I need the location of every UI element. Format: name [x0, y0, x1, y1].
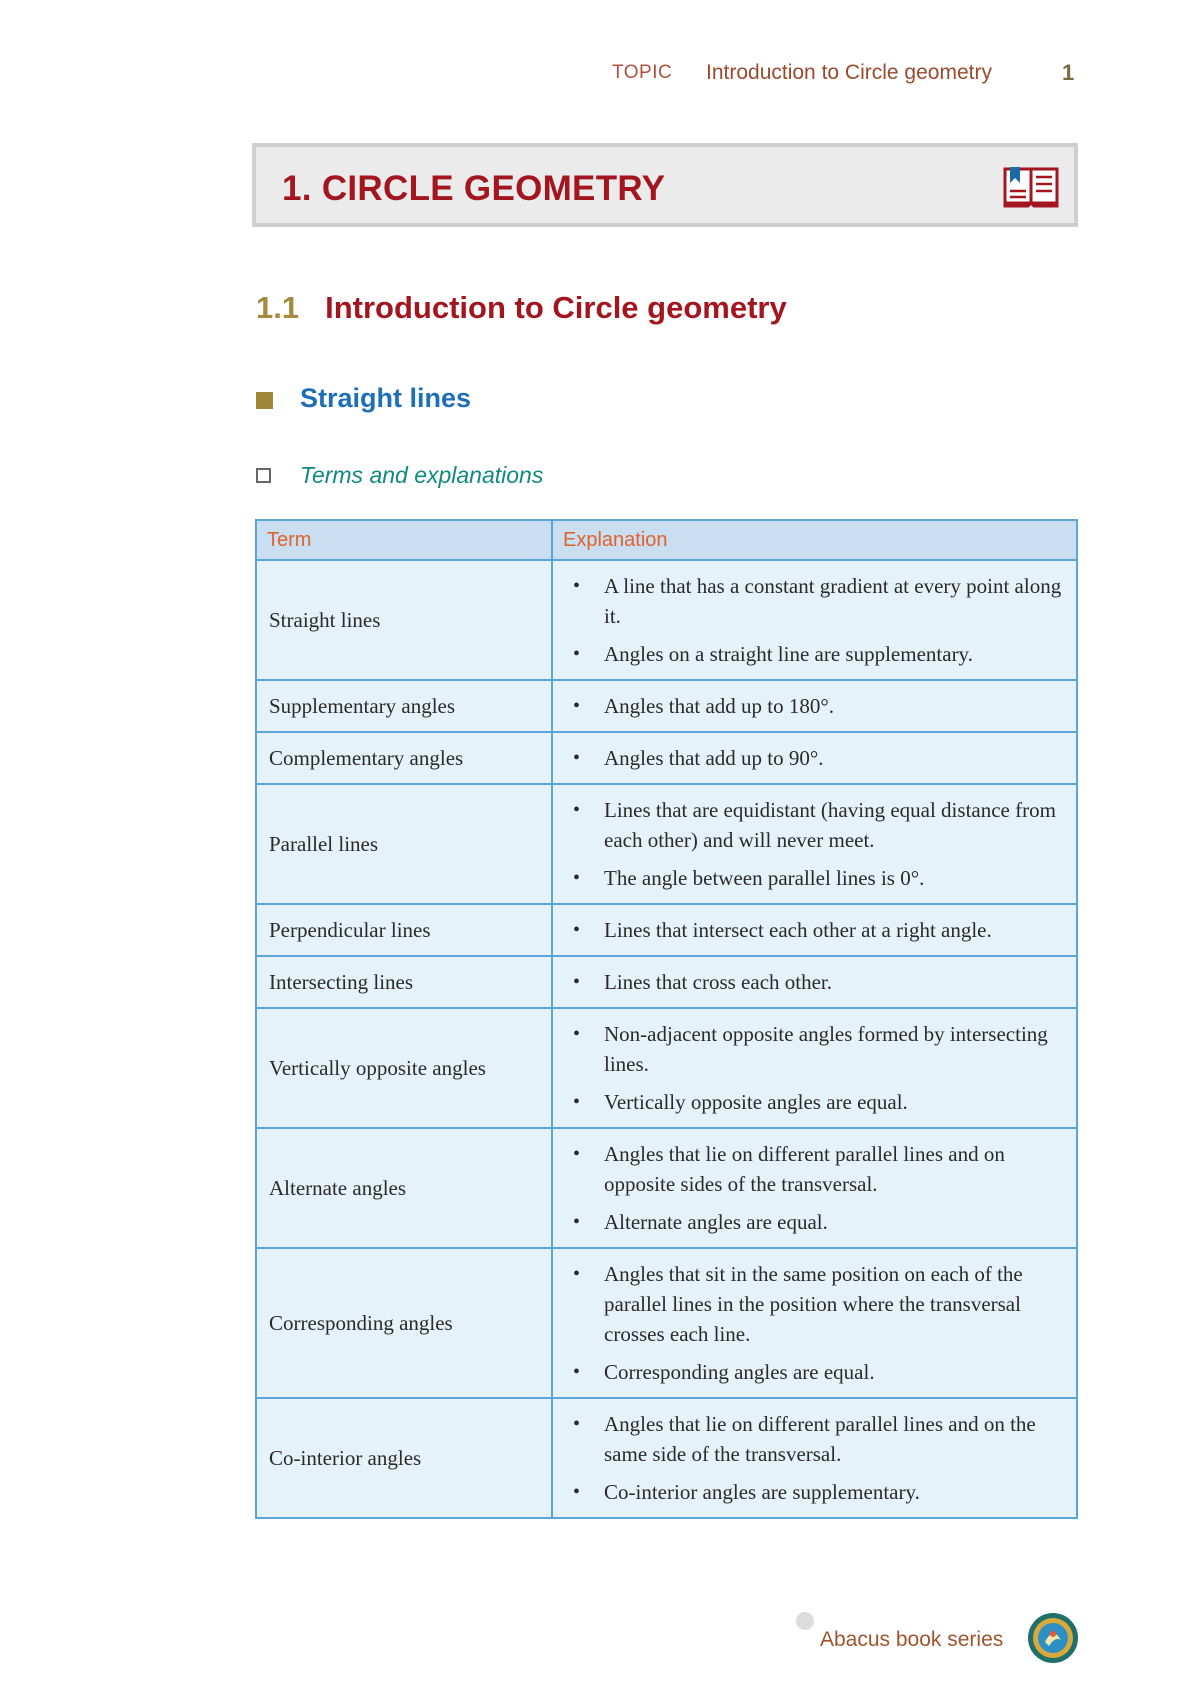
- page-number: 1: [1062, 60, 1075, 85]
- explanation-point: • A line that has a constant gradient at every point along it.: [563, 571, 1066, 631]
- explanation-point: • Lines that intersect each other at a right angle.: [563, 915, 1066, 945]
- abacus-logo-icon: [1027, 1612, 1079, 1664]
- table-row: [256, 1128, 1077, 1248]
- topic-label: TOPIC: [612, 62, 673, 83]
- table-row: [256, 1248, 1077, 1398]
- explanation-point: • Angles that add up to 180°.: [563, 691, 1066, 721]
- explanation-cell: [552, 1128, 1077, 1248]
- explanation-point: • Angles that sit in the same position on each of the parallel lines in the position where the transversal crosses each line.: [563, 1259, 1066, 1349]
- table-row: [256, 904, 1077, 956]
- table-row: [256, 1398, 1077, 1518]
- section-title: Introduction to Circle geometry: [325, 290, 787, 325]
- table-row: [256, 784, 1077, 904]
- explanation-cell: [552, 732, 1077, 784]
- section-heading: [256, 290, 787, 326]
- term-cell: Perpendicular lines: [256, 904, 552, 956]
- term-cell: Parallel lines: [256, 784, 552, 904]
- table-row: [256, 1008, 1077, 1128]
- explanation-point: • Vertically opposite angles are equal.: [563, 1087, 1066, 1117]
- explanation-cell: [552, 1248, 1077, 1398]
- explanation-point: • Angles that lie on different parallel lines and on the same side of the transversal.: [563, 1409, 1066, 1469]
- square-bullet-icon: [256, 392, 273, 409]
- term-cell: Vertically opposite angles: [256, 1008, 552, 1128]
- explanation-point: • Alternate angles are equal.: [563, 1207, 1066, 1237]
- section-number: 1.1: [256, 290, 300, 325]
- term-cell: Alternate angles: [256, 1128, 552, 1248]
- term-cell: Corresponding angles: [256, 1248, 552, 1398]
- term-cell: Supplementary angles: [256, 680, 552, 732]
- explanation-cell: [552, 1398, 1077, 1518]
- book-series-label: Abacus book series: [820, 1628, 1004, 1651]
- chapter-title: 1. CIRCLE GEOMETRY: [282, 169, 666, 208]
- table-row: [256, 732, 1077, 784]
- subsubsection-title: Terms and explanations: [300, 462, 544, 488]
- open-book-icon: [1002, 165, 1060, 209]
- explanation-point: • Corresponding angles are equal.: [563, 1357, 1066, 1387]
- explanation-point: • Lines that cross each other.: [563, 967, 1066, 997]
- explanation-point: • Angles on a straight line are supplementary.: [563, 639, 1066, 669]
- explanation-cell: [552, 904, 1077, 956]
- terms-table: [255, 519, 1078, 1519]
- term-cell: Complementary angles: [256, 732, 552, 784]
- explanation-point: • Angles that lie on different parallel lines and on opposite sides of the transversal.: [563, 1139, 1066, 1199]
- running-header: [0, 58, 1200, 88]
- explanation-cell: [552, 1008, 1077, 1128]
- term-cell: Co-interior angles: [256, 1398, 552, 1518]
- explanation-point: • Co-interior angles are supplementary.: [563, 1477, 1066, 1507]
- chapter-banner: [252, 143, 1078, 227]
- table-row: [256, 560, 1077, 680]
- column-header-term: Term: [256, 520, 552, 560]
- explanation-cell: [552, 680, 1077, 732]
- explanation-point: • The angle between parallel lines is 0°.: [563, 863, 1066, 893]
- table-row: [256, 956, 1077, 1008]
- explanation-cell: [552, 560, 1077, 680]
- table-row: [256, 680, 1077, 732]
- explanation-point: • Lines that are equidistant (having equal distance from each other) and will never meet.: [563, 795, 1066, 855]
- explanation-cell: [552, 956, 1077, 1008]
- checkbox-bullet-icon: [256, 468, 271, 483]
- page-footer: [0, 1610, 1200, 1666]
- term-cell: Straight lines: [256, 560, 552, 680]
- explanation-point: • Non-adjacent opposite angles formed by intersecting lines.: [563, 1019, 1066, 1079]
- column-header-explanation: Explanation: [552, 520, 1077, 560]
- footer-dot-icon: [796, 1612, 814, 1630]
- explanation-cell: [552, 784, 1077, 904]
- topic-title: Introduction to Circle geometry: [706, 61, 992, 84]
- explanation-point: • Angles that add up to 90°.: [563, 743, 1066, 773]
- table-header-row: [256, 520, 1077, 560]
- term-cell: Intersecting lines: [256, 956, 552, 1008]
- subsection-title: Straight lines: [300, 383, 472, 413]
